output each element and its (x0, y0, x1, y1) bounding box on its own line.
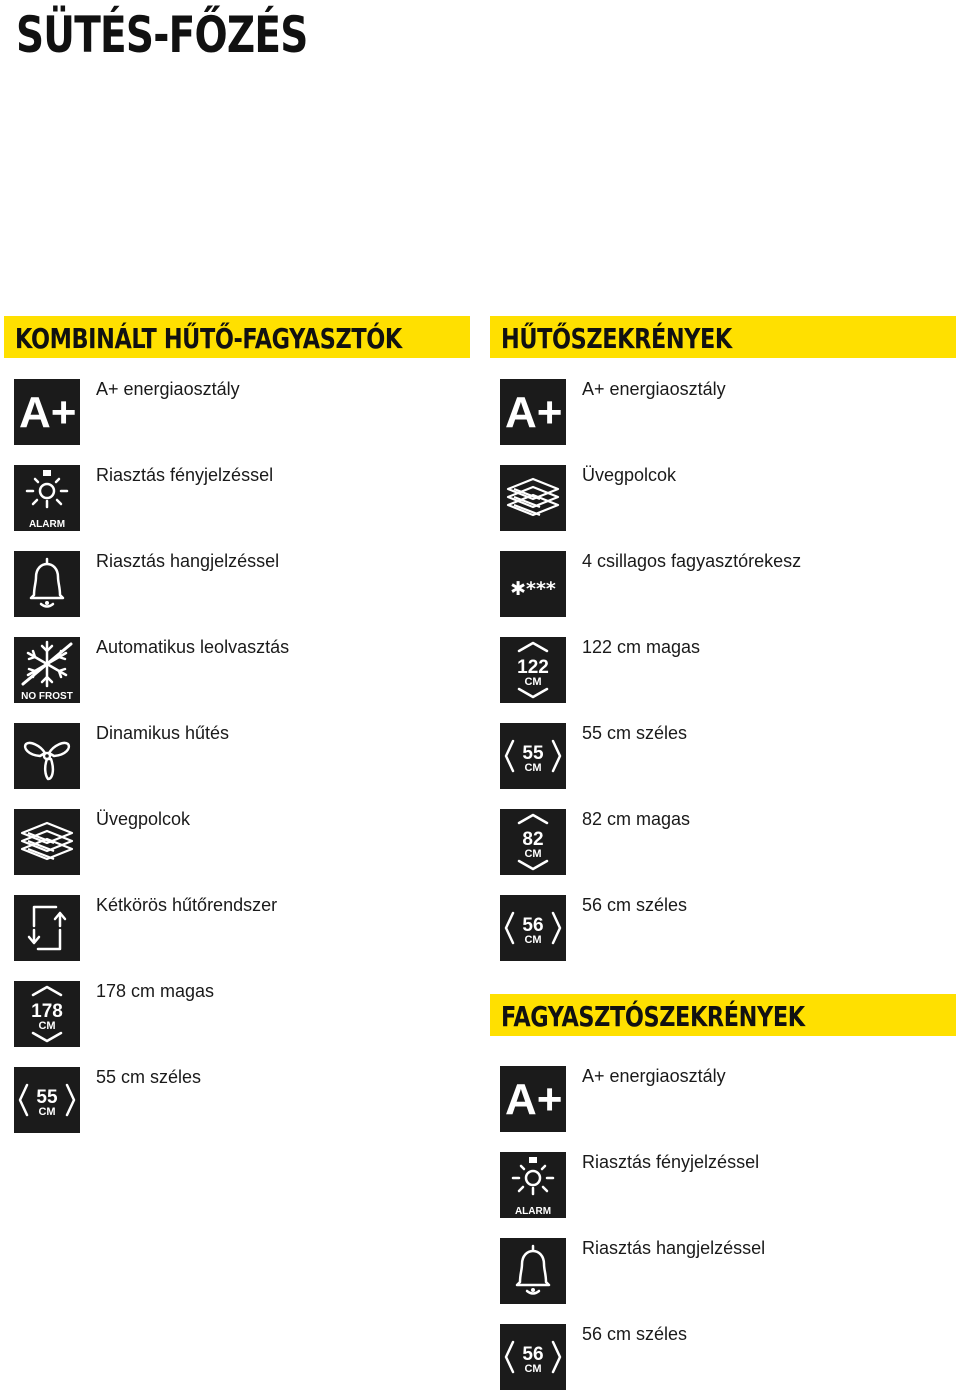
feature-label: 56 cm széles (582, 895, 688, 915)
width-icon (500, 723, 566, 789)
feature-label: 178 cm magas (96, 981, 215, 1001)
feature-no-frost (14, 637, 470, 703)
page-title: SÜTÉS-FŐZÉS (16, 6, 308, 64)
svg-text:122: 122 (517, 657, 549, 678)
fan-icon (14, 723, 80, 789)
feature-label: Riasztás fényjelzéssel (96, 465, 274, 485)
svg-text:CM: CM (524, 848, 542, 860)
feature-energy-class (500, 379, 956, 445)
feature-label: 55 cm széles (96, 1067, 202, 1087)
feature-label: Automatikus leolvasztás (96, 637, 290, 657)
feature-height (500, 637, 956, 703)
energy-a-plus-icon (14, 379, 80, 445)
svg-text:A+: A+ (505, 388, 563, 437)
svg-text:A+: A+ (505, 1075, 563, 1124)
section-header-hutoszekrenyek (490, 316, 956, 358)
svg-text:CM: CM (524, 1363, 542, 1375)
feature-label: A+ energiaosztály (582, 379, 726, 399)
width-icon (14, 1067, 80, 1133)
feature-label: Üvegpolcok (96, 809, 191, 829)
feature-height (14, 981, 470, 1047)
energy-a-plus-icon (500, 1066, 566, 1132)
section-title: HŰTŐSZEKRÉNYEK (501, 322, 732, 355)
section-header-kombinalt (4, 316, 470, 358)
feature-label: Riasztás hangjelzéssel (582, 1238, 766, 1258)
feature-label: Kétkörös hűtőrendszer (96, 895, 278, 915)
feature-label: A+ energiaosztály (582, 1066, 726, 1086)
alarm-light-icon (14, 465, 80, 531)
height-icon (500, 637, 566, 703)
section-header-fagyaszto (490, 994, 956, 1036)
svg-text:NO FROST: NO FROST (21, 691, 73, 702)
svg-text:A+: A+ (19, 388, 77, 437)
svg-text:82: 82 (522, 829, 544, 850)
svg-text:CM: CM (38, 1020, 56, 1032)
svg-text:CM: CM (38, 1106, 56, 1118)
feature-label: A+ energiaosztály (96, 379, 240, 399)
feature-height (500, 809, 956, 875)
dual-circuit-icon (14, 895, 80, 961)
svg-text:CM: CM (524, 934, 542, 946)
section-hutoszekrenyek (490, 316, 956, 966)
svg-text:55: 55 (36, 1087, 58, 1108)
bell-icon (500, 1238, 566, 1304)
feature-label: 55 cm széles (582, 723, 688, 743)
width-icon (500, 895, 566, 961)
feature-label: Riasztás fényjelzéssel (582, 1152, 760, 1172)
width-icon (500, 1324, 566, 1390)
section-kombinalt (4, 316, 470, 1136)
glass-shelves-icon (14, 809, 80, 875)
feature-glass-shelves (500, 465, 956, 531)
feature-label: Üvegpolcok (582, 465, 677, 485)
height-icon (14, 981, 80, 1047)
feature-alarm-light (14, 465, 470, 531)
feature-glass-shelves (14, 809, 470, 875)
feature-width (14, 1067, 470, 1133)
feature-width (500, 895, 956, 961)
svg-text:CM: CM (524, 676, 542, 688)
feature-label: 56 cm széles (582, 1324, 688, 1344)
section-title: FAGYASZTÓSZEKRÉNYEK (501, 1000, 805, 1033)
feature-width (500, 1324, 956, 1390)
energy-a-plus-icon (500, 379, 566, 445)
svg-text:ALARM: ALARM (514, 1206, 552, 1217)
feature-dynamic-cooling (14, 723, 470, 789)
feature-dual-circuit (14, 895, 470, 961)
feature-energy-class (500, 1066, 956, 1132)
feature-label: Dinamikus hűtés (96, 723, 230, 743)
feature-four-star-freezer (500, 551, 956, 617)
feature-alarm-light (500, 1152, 956, 1218)
feature-alarm-sound (14, 551, 470, 617)
svg-text:ALARM: ALARM (28, 519, 66, 530)
feature-label: 4 csillagos fagyasztórekesz (582, 551, 802, 571)
bell-icon (14, 551, 80, 617)
svg-text:56: 56 (522, 915, 544, 936)
svg-text:CM: CM (524, 762, 542, 774)
svg-text:55: 55 (522, 743, 544, 764)
feature-alarm-sound (500, 1238, 956, 1304)
feature-label: 122 cm magas (582, 637, 701, 657)
section-title: KOMBINÁLT HŰTŐ-FAGYASZTÓK (15, 322, 402, 355)
feature-width (500, 723, 956, 789)
feature-label: Riasztás hangjelzéssel (96, 551, 280, 571)
four-star-freezer-icon (500, 551, 566, 617)
alarm-light-icon (500, 1152, 566, 1218)
height-icon (500, 809, 566, 875)
svg-text:56: 56 (522, 1344, 544, 1365)
svg-text:✱***: ✱*** (510, 578, 556, 600)
svg-text:178: 178 (31, 1001, 63, 1022)
glass-shelves-icon (500, 465, 566, 531)
feature-label: 82 cm magas (582, 809, 691, 829)
section-fagyaszto (490, 994, 956, 1391)
feature-energy-class (14, 379, 470, 445)
no-frost-icon (14, 637, 80, 703)
